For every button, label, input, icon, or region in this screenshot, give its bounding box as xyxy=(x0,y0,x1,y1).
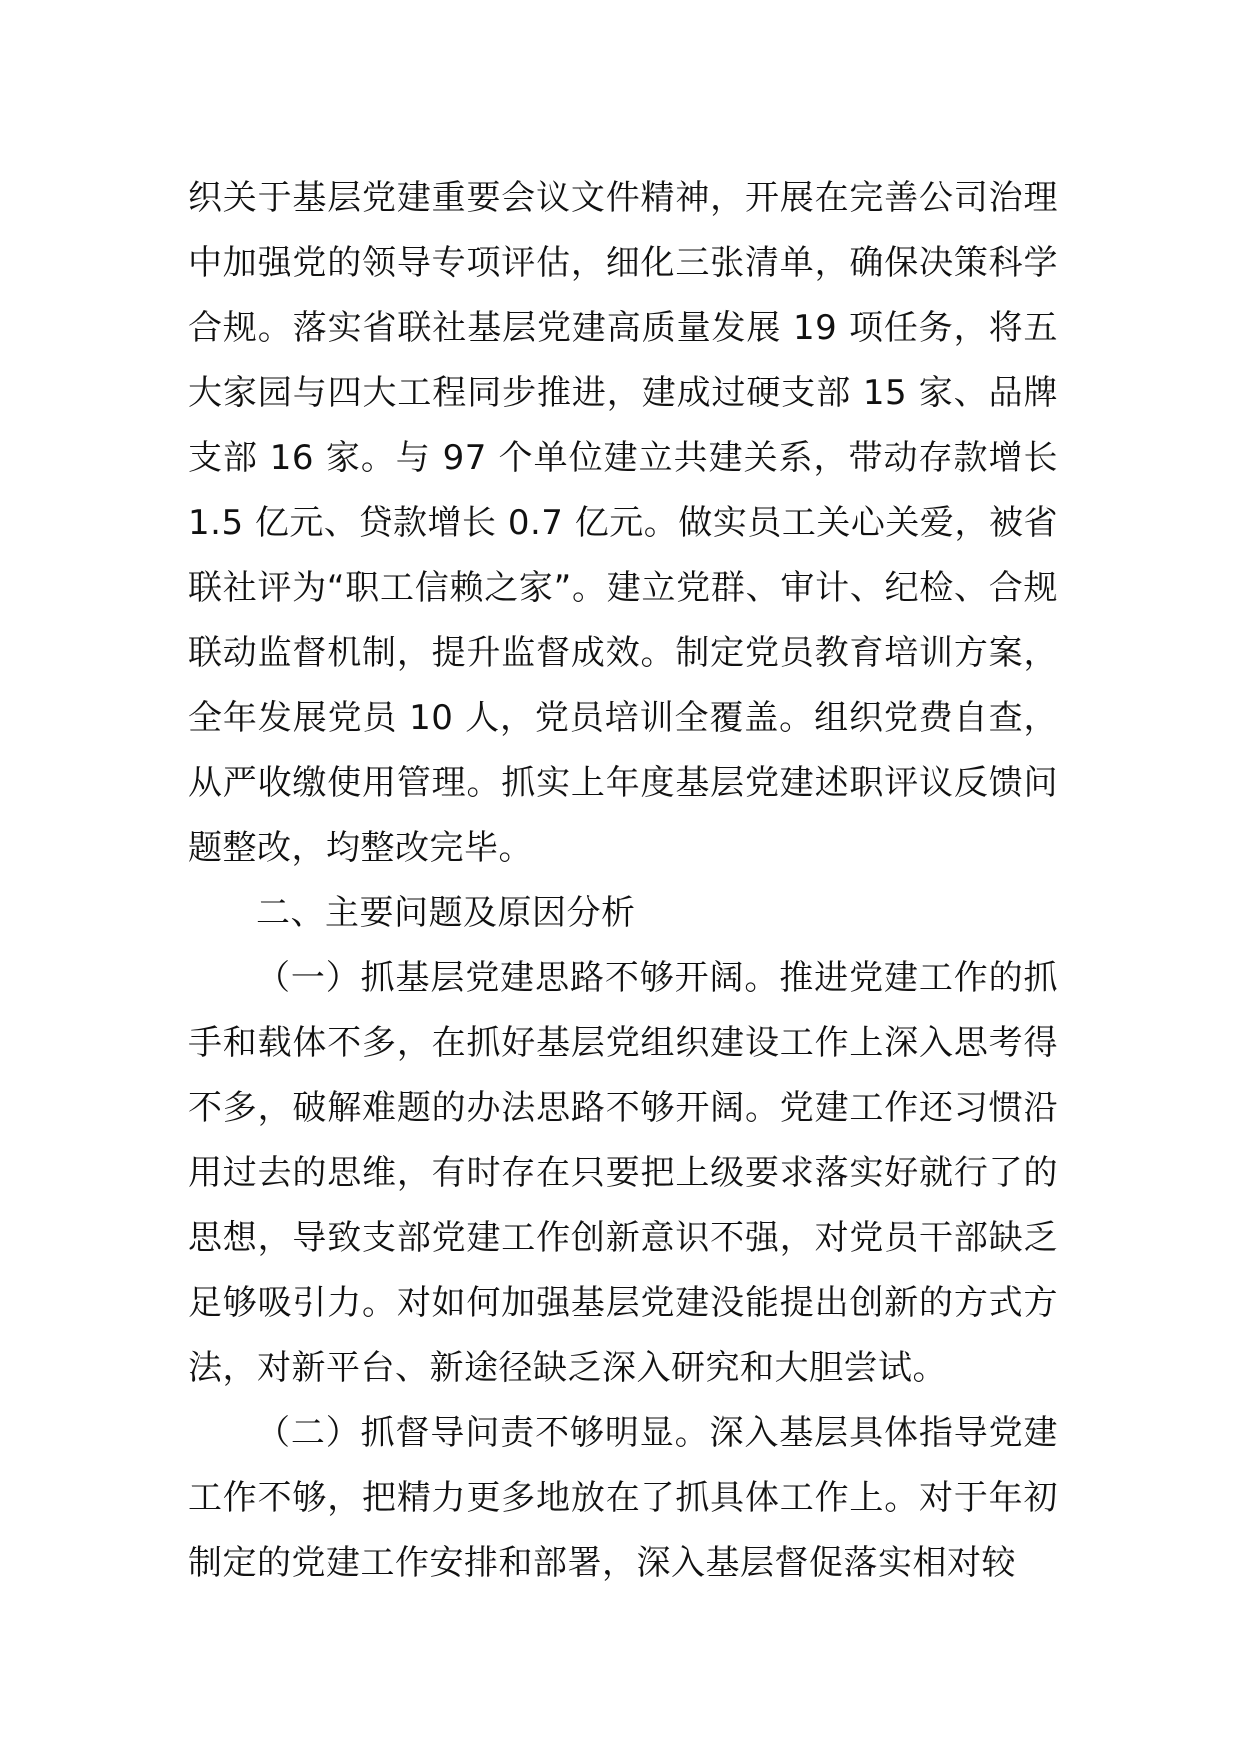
paragraph-achievements: 织关于基层党建重要会议文件精神，开展在完善公司治理中加强党的领导专项评估，细化三张清单，确保决策科学合规。落实省联社基层党建高质量发展 19 项任务，将五大家园与四大工程同步推进，建成过硬支部 15 家、品牌支部 16 家。与 97 个单位建立共建关系，带动存款增长 1.5 亿元、贷款增长 0.7 亿元。做实员工关心关爱，被省联社评为“职工信赖之家”。建立党群、审计、纪检、合规联动监督机制，提升监督成效。制定党员教育培训方案，全年发展党员 10 人，党员培训全覆盖。组织党费自查，从严收缴使用管理。抓实上年度基层党建述职评议反馈问题整改，均整改完毕。 xyxy=(188,178,1058,868)
document-page xyxy=(188,166,1058,1596)
section-heading-problems: 二、主要问题及原因分析 xyxy=(256,893,636,933)
paragraph-problem-one: （一）抓基层党建思路不够开阔。推进党建工作的抓手和载体不多，在抓好基层党组织建设工作上深入思考得不多，破解难题的办法思路不够开阔。党建工作还习惯沿用过去的思维，有时存在只要把上级要求落实好就行了的思想，导致支部党建工作创新意识不强，对党员干部缺乏足够吸引力。对如何加强基层党建没能提出创新的方式方法，对新平台、新途径缺乏深入研究和大胆尝试。 xyxy=(188,958,1058,1388)
paragraph-problem-two: （二）抓督导问责不够明显。深入基层具体指导党建工作不够，把精力更多地放在了抓具体工作上。对于年初制定的党建工作安排和部署，深入基层督促落实相对较 xyxy=(188,1413,1058,1583)
